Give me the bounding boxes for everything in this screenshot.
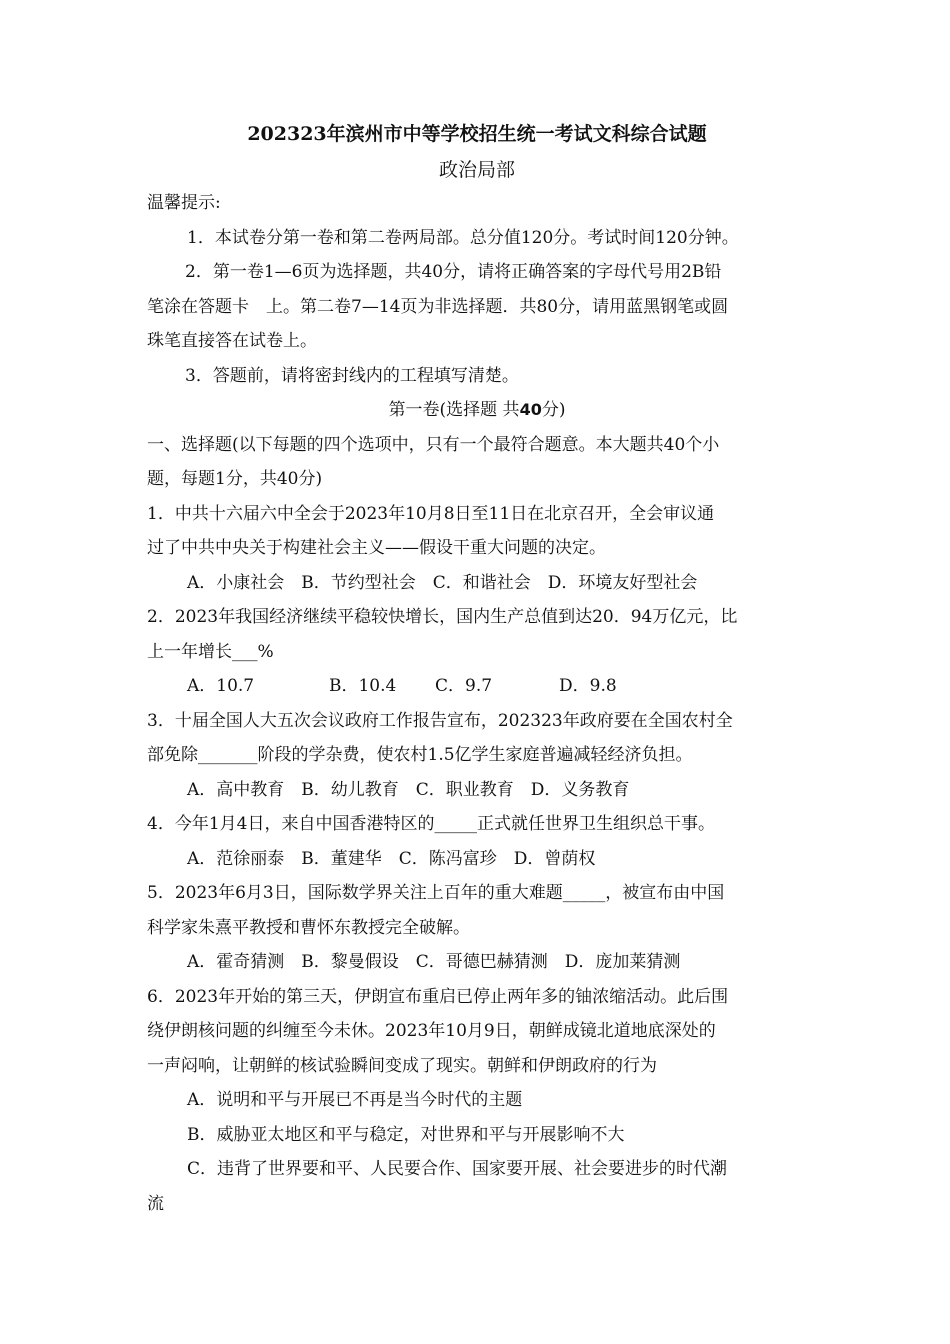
question-2 xyxy=(147,600,807,704)
notice-item-1: 1．本试卷分第一卷和第二卷两局部。总分值120分。考试时间120分钟。 xyxy=(187,227,739,248)
question-2-option-d: D．9.8 xyxy=(559,676,617,696)
notice-item-2-line-1: 2．第一卷1—6页为选择题，共40分，请将正确答案的字母代号用2B铅 xyxy=(185,262,722,282)
question-2-option-b: B．10.4 xyxy=(329,676,397,696)
question-2-option-a: A．10.7 xyxy=(187,676,255,696)
section-instruction-line-2: 题，每题1分，共40分) xyxy=(147,469,323,489)
section-title-pre: 第一卷(选择题 共 xyxy=(388,400,520,420)
exam-title: 202323年滨州市中等学校招生统一考试文科综合试题 xyxy=(247,123,707,145)
question-2-option-c: C．9.7 xyxy=(435,676,493,696)
question-1-line-2: 过了中共中央关于构建社会主义——假设干重大问题的决定。 xyxy=(147,538,606,558)
question-6-option-b: B．威胁亚太地区和平与稳定，对世界和平与开展影响不大 xyxy=(187,1124,625,1145)
question-3-line-1: 3．十届全国人大五次会议政府工作报告宣布，202323年政府要在全国农村全 xyxy=(147,710,733,731)
question-1-line-1: 1．中共十六届六中全会于2023年10月8日至11日在北京召开，全会审议通 xyxy=(147,503,715,524)
question-6 xyxy=(147,980,807,1222)
question-5 xyxy=(147,876,807,980)
section-title xyxy=(147,393,807,428)
section-title-post: 分) xyxy=(541,400,566,420)
question-3 xyxy=(147,704,807,808)
section-instruction-line-1: 一、选择题(以下每题的四个选项中，只有一个最符合题意。本大题共40个小 xyxy=(147,434,720,455)
notice-item-2-line-3: 珠笔直接答在试卷上。 xyxy=(147,331,317,351)
question-5-line-1: 5．2023年6月3日，国际数学界关注上百年的重大难题_____，被宣布由中国 xyxy=(147,883,725,903)
question-6-line-2: 绕伊朗核问题的纠缠至今未休。2023年10月9日，朝鲜成镜北道地底深处的 xyxy=(147,1021,716,1041)
question-6-line-3: 一声闷响，让朝鲜的核试验瞬间变成了现实。朝鲜和伊朗政府的行为 xyxy=(147,1055,657,1076)
question-2-options xyxy=(147,669,807,704)
question-4-line-1: 4．今年1月4日，来自中国香港特区的_____正式就任世界卫生组织总干事。 xyxy=(147,814,715,834)
question-5-options: A．霍奇猜测 B．黎曼假设 C．哥德巴赫猜测 D．庞加莱猜测 xyxy=(187,952,681,972)
question-6-line-1: 6．2023年开始的第三天，伊朗宣布重启已停止两年多的铀浓缩活动。此后围 xyxy=(147,986,729,1007)
question-5-line-2: 科学家朱熹平教授和曹怀东教授完全破解。 xyxy=(147,917,470,938)
section-title-num: 40 xyxy=(519,400,542,419)
notice-item-3: 3．答题前，请将密封线内的工程填写清楚。 xyxy=(185,365,519,386)
question-6-option-a: A．说明和平与开展已不再是当今时代的主题 xyxy=(187,1090,523,1110)
question-4 xyxy=(147,807,807,876)
question-6-option-c-line-1: C．违背了世界要和平、人民要合作、国家要开展、社会要进步的时代潮 xyxy=(187,1159,728,1179)
question-1 xyxy=(147,497,807,601)
question-3-line-2: 部免除_______阶段的学杂费，使农村1.5亿学生家庭普遍减轻经济负担。 xyxy=(147,745,693,765)
page-column xyxy=(147,118,807,1221)
question-3-options: A．高中教育 B．幼儿教育 C．职业教育 D．义务教育 xyxy=(187,779,630,800)
question-4-options: A．范徐丽泰 B．董建华 C．陈冯富珍 D．曾荫权 xyxy=(187,848,596,869)
question-2-line-2: 上一年增长___% xyxy=(147,641,274,662)
notice-heading: 温馨提示: xyxy=(147,193,221,213)
question-2-line-1: 2．2023年我国经济继续平稳较快增长，国内生产总值到达20．94万亿元，比 xyxy=(147,607,738,627)
notice-item-2-line-2: 笔涂在答题卡 上。第二卷7—14页为非选择题．共80分，请用蓝黑钢笔或圆 xyxy=(147,296,729,317)
notice-block xyxy=(147,186,807,393)
question-6-option-c-line-2: 流 xyxy=(147,1193,164,1214)
exam-subtitle: 政治局部 xyxy=(438,159,515,181)
question-1-options: A．小康社会 B．节约型社会 C．和谐社会 D．环境友好型社会 xyxy=(187,572,698,593)
